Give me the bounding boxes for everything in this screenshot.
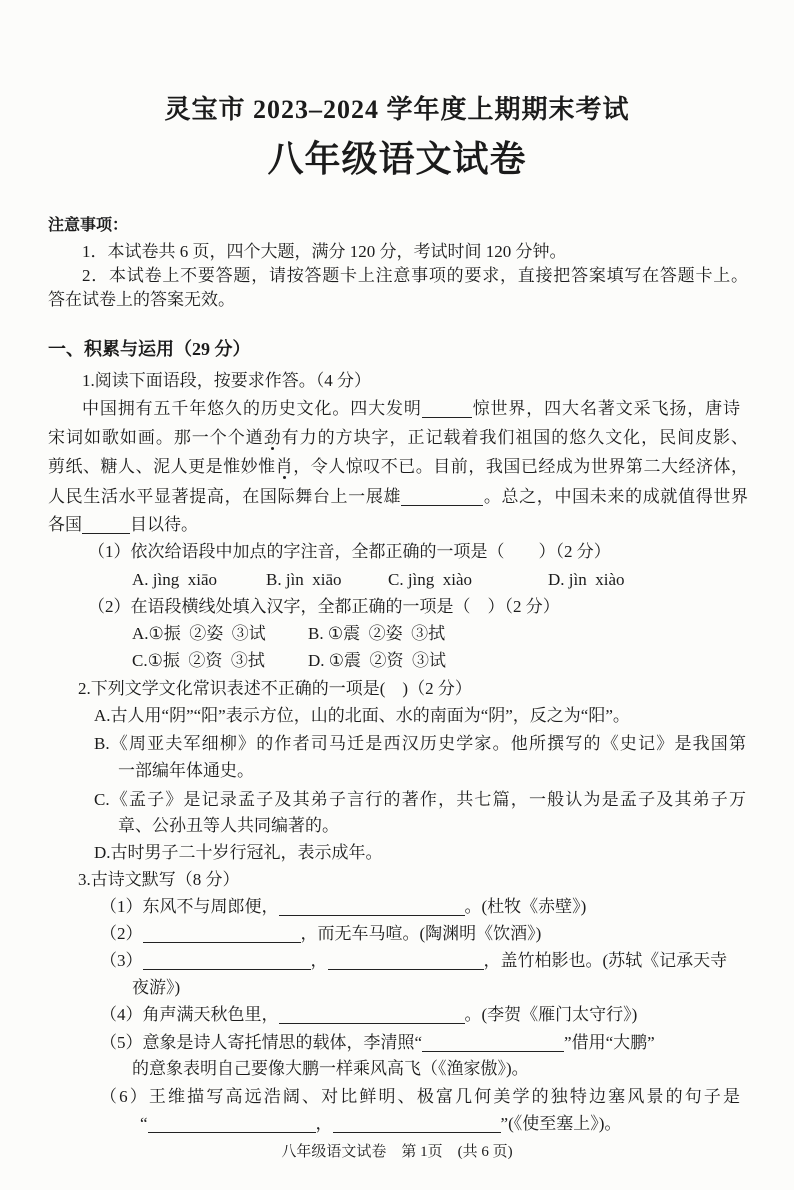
answer-blank-3	[82, 517, 130, 534]
passage-text: 惊世界，四大名著文采飞扬，唐诗	[471, 399, 741, 418]
item-text: （3）	[100, 951, 143, 970]
exam-title: 灵宝市 2023–2024 学年度上期期末考试	[164, 95, 630, 124]
q3-item-5-cont: 的意象表明自己要像大鹏一样乘风高飞（《渔家傲》)。	[132, 1059, 529, 1078]
dotted-char-xiao: 肖	[275, 457, 294, 476]
q3-item-1	[100, 895, 586, 919]
item-text: （5）意象是诗人寄托情思的载体，李清照“	[100, 1033, 423, 1052]
exam-subtitle: 八年级语文试卷	[267, 139, 527, 179]
item-text: ，盖竹柏影也。(苏轼《记承天寺	[483, 951, 728, 970]
q2-prompt: 2.下列文学文化常识表述不正确的一项是( )（2 分）	[78, 679, 472, 698]
q3-item-5	[100, 1031, 655, 1055]
q3-item-3	[100, 949, 727, 973]
passage-text: 中国拥有五千年悠久的历史文化。四大发明	[82, 399, 422, 418]
item-text: ，而无车马喧。(陶渊明《饮酒》)	[300, 924, 542, 943]
option-a: A. jìng xiāo	[132, 570, 217, 589]
passage-text: 各国	[48, 515, 82, 534]
option-d: D. jìn xiào	[548, 570, 625, 589]
passage-text: 宋词如歌如画。那一个个遒	[48, 428, 264, 447]
answer-blank	[333, 1116, 501, 1133]
item-text: ，	[310, 951, 328, 970]
answer-blank	[143, 953, 311, 970]
q3-prompt: 3.古诗文默写（8 分）	[78, 870, 240, 889]
dotted-char-jin: 劲	[263, 428, 282, 447]
option-b: B. jìn xiāo	[266, 570, 342, 589]
notice-item-2-cont: 答在试卷上的答案无效。	[48, 290, 235, 309]
answer-blank-1	[422, 401, 472, 418]
page-footer: 八年级语文试卷 第 1页 (共 6 页)	[281, 1144, 513, 1160]
q3-item-6-cont	[140, 1112, 621, 1136]
item-text: “	[140, 1114, 148, 1133]
q2-option-c: C.《孟子》是记录孟子及其弟子言行的著作，共七篇，一般认为是孟子及其弟子万	[94, 790, 746, 809]
q1-sub2-options-row-2	[0, 649, 794, 673]
notice-item-1: 1．本试卷共 6 页，四个大题，满分 120 分，考试时间 120 分钟。	[82, 242, 567, 261]
item-text: （1）东风不与周郎便，	[100, 897, 279, 916]
passage-line-3	[48, 455, 748, 479]
passage-text: 剪纸、糖人、泥人更是惟妙惟	[48, 457, 276, 476]
answer-blank	[143, 926, 301, 943]
q2-option-b: B.《周亚夫军细柳》的作者司马迁是西汉历史学家。他所撰写的《史记》是我国第	[94, 734, 746, 753]
item-text: （2）	[100, 924, 143, 943]
answer-blank	[279, 899, 465, 916]
answer-blank	[279, 1007, 465, 1024]
q1-prompt: 1.阅读下面语段，按要求作答。（4 分）	[82, 371, 371, 390]
q1-sub1-prompt: （1）依次给语段中加点的字注音，全都正确的一项是（ ）（2 分）	[88, 542, 611, 561]
q3-item-3-cont: 夜游》)	[132, 978, 181, 997]
passage-line-5	[48, 513, 198, 537]
option-b: B. ①震 ②姿 ③拭	[308, 624, 446, 643]
q2-option-c-cont: 章、公孙丑等人共同编著的。	[118, 816, 339, 835]
notice-heading: 注意事项：	[48, 217, 129, 234]
passage-line-2	[48, 426, 748, 450]
option-a: A.①振 ②姿 ③试	[132, 624, 266, 643]
item-text: ”借用“大鹏”	[564, 1033, 655, 1052]
passage-text: 目以待。	[130, 515, 198, 534]
q2-option-b-cont: 一部编年体通史。	[118, 761, 254, 780]
passage-text: ，令人惊叹不已。目前，我国已经成为世界第二大经济体，	[293, 457, 749, 476]
item-text: 。(杜牧《赤壁》)	[464, 897, 587, 916]
q1-sub1-options	[0, 568, 794, 592]
passage-line-4	[48, 485, 748, 509]
item-text: 。(李贺《雁门太守行》)	[464, 1005, 638, 1024]
q2-option-d: D.古时男子二十岁行冠礼，表示成年。	[94, 843, 383, 862]
answer-blank	[148, 1116, 316, 1133]
item-text: ，	[315, 1114, 333, 1133]
option-d: D. ①震 ②资 ③试	[308, 651, 447, 670]
q1-sub2-prompt: （2）在语段横线处填入汉字，全都正确的一项是（ ）（2 分）	[88, 597, 560, 616]
passage-text: 。总之，中国未来的成就值得世界	[483, 487, 749, 506]
section-1-heading: 一、积累与运用（29 分）	[48, 339, 251, 359]
q1-sub2-options-row-1	[0, 622, 794, 646]
answer-blank-2	[401, 489, 483, 506]
passage-text: 有力的方块字，正记载着我们祖国的悠久文化，民间皮影、	[281, 428, 749, 447]
q3-item-2	[100, 922, 541, 946]
q2-option-a: A.古人用“阴”“阳”表示方位，山的北面、水的南面为“阴”，反之为“阳”。	[94, 706, 630, 725]
q3-item-4	[100, 1003, 637, 1027]
item-text: ”(《使至塞上》)。	[500, 1114, 622, 1133]
answer-blank	[328, 953, 484, 970]
answer-blank	[422, 1035, 564, 1052]
passage-line-1	[82, 397, 740, 421]
item-text: （4）角声满天秋色里，	[100, 1005, 279, 1024]
passage-text: 人民生活水平显著提高，在国际舞台上一展雄	[48, 487, 402, 506]
q3-item-6: （6）王维描写高远浩阔、对比鲜明、极富几何美学的独特边塞风景的句子是	[100, 1087, 740, 1106]
option-c: C.①振 ②资 ③拭	[132, 651, 265, 670]
notice-item-2: 2．本试卷上不要答题，请按答题卡上注意事项的要求，直接把答案填写在答题卡上。	[82, 266, 748, 285]
option-c: C. jìng xiào	[388, 570, 473, 589]
